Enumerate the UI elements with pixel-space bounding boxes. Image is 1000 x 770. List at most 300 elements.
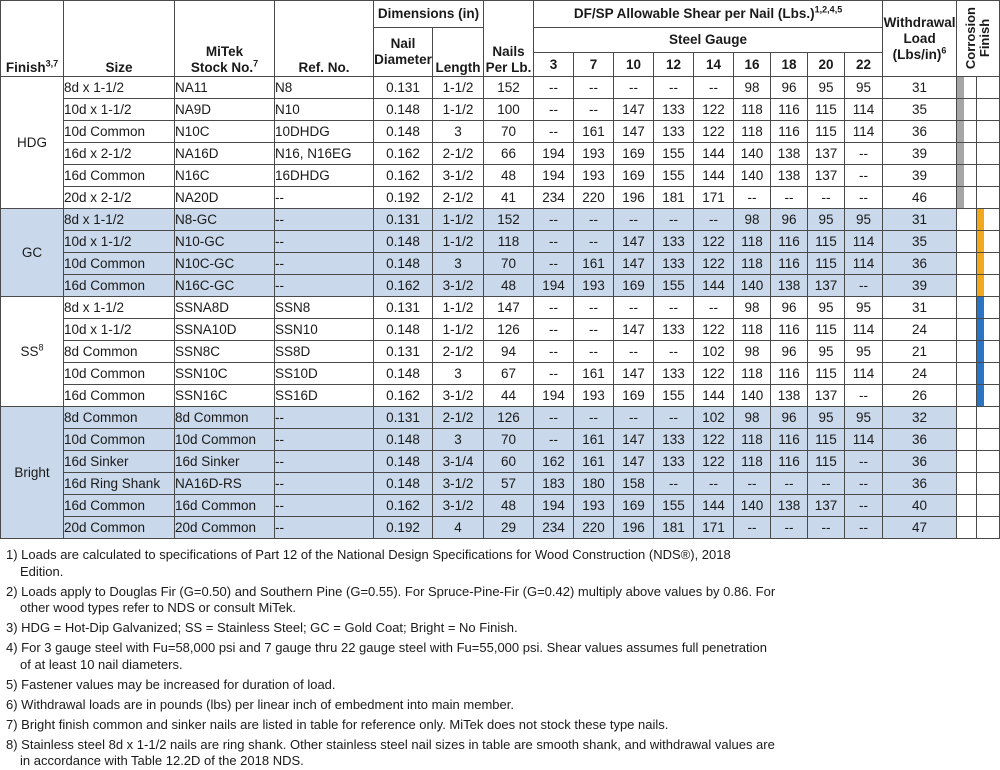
length-cell: 3-1/2 (433, 275, 484, 297)
shear-gauge-22-cell: -- (845, 517, 883, 539)
corrosion-col-2 (977, 275, 1000, 297)
table-row (1, 231, 1000, 253)
shear-gauge-22-cell: 95 (845, 407, 883, 429)
shear-gauge-3-cell: 194 (534, 165, 574, 187)
shear-gauge-10-cell: -- (614, 297, 654, 319)
withdrawal-cell: 36 (883, 473, 957, 495)
stock-no-cell: N8-GC (175, 209, 275, 231)
length-cell: 3-1/2 (433, 385, 484, 407)
length-cell: 3 (433, 253, 484, 275)
corrosion-finish-indicator (977, 297, 984, 318)
shear-gauge-14-cell: 102 (694, 341, 734, 363)
size-cell: 16d Ring Shank (64, 473, 175, 495)
diameter-cell: 0.148 (374, 253, 433, 275)
shear-gauge-10-cell: 169 (614, 495, 654, 517)
shear-gauge-7-cell: 220 (574, 517, 614, 539)
shear-gauge-3-cell: 183 (534, 473, 574, 495)
withdrawal-cell: 35 (883, 99, 957, 121)
ref-no-cell: -- (275, 451, 374, 473)
shear-gauge-18-cell: 116 (771, 363, 808, 385)
nails-per-lb-cell: 152 (484, 209, 534, 231)
finish-cell (1, 77, 64, 209)
shear-gauge-22-cell: 114 (845, 253, 883, 275)
ref-no-cell: N16, N16EG (275, 143, 374, 165)
shear-gauge-3-cell: -- (534, 341, 574, 363)
nails-per-lb-cell: 41 (484, 187, 534, 209)
corrosion-col-1 (957, 319, 977, 341)
corrosion-finish-indicator (957, 99, 964, 120)
gauge-20-header: 20 (808, 53, 845, 77)
corrosion-col-1 (957, 385, 977, 407)
gauge-10-header: 10 (614, 53, 654, 77)
shear-gauge-22-cell: -- (845, 385, 883, 407)
nails-per-lb-cell: 60 (484, 451, 534, 473)
shear-gauge-16-cell: 98 (734, 209, 771, 231)
shear-gauge-10-cell: 158 (614, 473, 654, 495)
diameter-cell: 0.131 (374, 297, 433, 319)
header-ref-no: Ref. No. (275, 1, 374, 77)
shear-gauge-22-cell: -- (845, 495, 883, 517)
shear-gauge-14-cell: 122 (694, 121, 734, 143)
length-cell: 1-1/2 (433, 231, 484, 253)
shear-gauge-20-cell: 95 (808, 341, 845, 363)
ref-no-cell: N8 (275, 77, 374, 99)
diameter-cell: 0.192 (374, 187, 433, 209)
nails-per-lb-cell: 70 (484, 429, 534, 451)
table-row (1, 517, 1000, 539)
corrosion-finish-indicator (977, 385, 984, 406)
diameter-cell: 0.162 (374, 495, 433, 517)
corrosion-col-1 (957, 99, 977, 121)
footnotes (6, 547, 776, 770)
nails-per-lb-cell: 126 (484, 407, 534, 429)
shear-gauge-10-cell: 147 (614, 319, 654, 341)
stock-no-cell: N16C-GC (175, 275, 275, 297)
stock-no-cell: SSN16C (175, 385, 275, 407)
corrosion-finish-indicator (957, 143, 964, 164)
shear-gauge-7-cell: -- (574, 231, 614, 253)
shear-gauge-10-cell: 169 (614, 385, 654, 407)
size-cell: 20d Common (64, 517, 175, 539)
ref-no-cell: -- (275, 407, 374, 429)
shear-gauge-20-cell: -- (808, 187, 845, 209)
stock-no-cell: NA20D (175, 187, 275, 209)
size-cell: 10d Common (64, 429, 175, 451)
length-cell: 1-1/2 (433, 209, 484, 231)
corrosion-finish-indicator (957, 121, 964, 142)
shear-gauge-12-cell: 133 (654, 231, 694, 253)
size-cell: 8d x 1-1/2 (64, 297, 175, 319)
table-row (1, 429, 1000, 451)
shear-gauge-16-cell: 140 (734, 495, 771, 517)
length-cell: 3 (433, 363, 484, 385)
table-row (1, 77, 1000, 99)
corrosion-finish-indicator (977, 363, 984, 384)
shear-gauge-20-cell: 115 (808, 429, 845, 451)
shear-gauge-18-cell: 96 (771, 209, 808, 231)
shear-gauge-10-cell: 196 (614, 187, 654, 209)
gauge-16-header: 16 (734, 53, 771, 77)
length-cell: 3 (433, 121, 484, 143)
corrosion-col-2 (977, 451, 1000, 473)
shear-gauge-12-cell: -- (654, 77, 694, 99)
shear-gauge-10-cell: 147 (614, 121, 654, 143)
length-cell: 3-1/2 (433, 495, 484, 517)
size-cell: 16d x 2-1/2 (64, 143, 175, 165)
nails-per-lb-cell: 100 (484, 99, 534, 121)
header-nail-diameter: Nail Diameter (374, 28, 433, 77)
stock-no-cell: 16d Sinker (175, 451, 275, 473)
corrosion-col-2 (977, 429, 1000, 451)
shear-gauge-10-cell: 169 (614, 275, 654, 297)
shear-gauge-20-cell: 95 (808, 209, 845, 231)
shear-gauge-3-cell: -- (534, 77, 574, 99)
shear-gauge-14-cell: 144 (694, 495, 734, 517)
shear-gauge-7-cell: 161 (574, 429, 614, 451)
length-cell: 1-1/2 (433, 297, 484, 319)
corrosion-finish-indicator (977, 231, 984, 252)
table-row (1, 209, 1000, 231)
shear-gauge-16-cell: -- (734, 517, 771, 539)
nails-per-lb-cell: 118 (484, 231, 534, 253)
shear-gauge-12-cell: 133 (654, 253, 694, 275)
shear-gauge-3-cell: -- (534, 319, 574, 341)
size-cell: 16d Sinker (64, 451, 175, 473)
corrosion-col-1 (957, 165, 977, 187)
length-cell: 3-1/2 (433, 473, 484, 495)
length-cell: 2-1/2 (433, 187, 484, 209)
shear-gauge-3-cell: 194 (534, 385, 574, 407)
corrosion-col-2 (977, 363, 1000, 385)
shear-gauge-3-cell: 194 (534, 495, 574, 517)
stock-no-cell: NA9D (175, 99, 275, 121)
table-row (1, 495, 1000, 517)
shear-gauge-7-cell: -- (574, 209, 614, 231)
corrosion-finish-indicator (957, 187, 964, 208)
withdrawal-cell: 32 (883, 407, 957, 429)
shear-gauge-12-cell: 155 (654, 143, 694, 165)
shear-gauge-22-cell: 95 (845, 297, 883, 319)
withdrawal-cell: 31 (883, 209, 957, 231)
nails-per-lb-cell: 70 (484, 121, 534, 143)
shear-gauge-16-cell: -- (734, 187, 771, 209)
shear-gauge-20-cell: 115 (808, 451, 845, 473)
corrosion-col-2 (977, 231, 1000, 253)
shear-gauge-22-cell: 114 (845, 363, 883, 385)
gauge-12-header: 12 (654, 53, 694, 77)
shear-gauge-18-cell: 96 (771, 407, 808, 429)
shear-gauge-20-cell: 95 (808, 407, 845, 429)
shear-gauge-12-cell: 155 (654, 165, 694, 187)
table-row (1, 121, 1000, 143)
shear-gauge-12-cell: 133 (654, 363, 694, 385)
shear-gauge-7-cell: 193 (574, 385, 614, 407)
nails-per-lb-cell: 29 (484, 517, 534, 539)
table-body (1, 77, 1000, 539)
diameter-cell: 0.148 (374, 99, 433, 121)
shear-gauge-18-cell: 116 (771, 99, 808, 121)
shear-gauge-20-cell: 95 (808, 77, 845, 99)
footnote: 2) Loads apply to Douglas Fir (G=0.50) and Southern Pine (G=0.55). For Spruce-Pine-Fir (G=0.42) multiply above values by 0.86. For other wood types refer to NDS or consult MiTek. (6, 583, 776, 615)
corrosion-col-2 (977, 77, 1000, 99)
size-cell: 20d x 2-1/2 (64, 187, 175, 209)
gauge-14-header: 14 (694, 53, 734, 77)
stock-no-cell: SSN10C (175, 363, 275, 385)
shear-gauge-18-cell: -- (771, 187, 808, 209)
shear-gauge-16-cell: 118 (734, 429, 771, 451)
shear-gauge-20-cell: 115 (808, 121, 845, 143)
shear-gauge-14-cell: 122 (694, 99, 734, 121)
shear-gauge-16-cell: 98 (734, 341, 771, 363)
shear-gauge-3-cell: -- (534, 121, 574, 143)
corrosion-col-2 (977, 121, 1000, 143)
shear-gauge-22-cell: -- (845, 473, 883, 495)
header-steel-gauge: Steel Gauge (534, 28, 883, 53)
shear-gauge-3-cell: -- (534, 407, 574, 429)
stock-no-cell: NA16D-RS (175, 473, 275, 495)
shear-gauge-22-cell: 114 (845, 429, 883, 451)
stock-no-cell: 20d Common (175, 517, 275, 539)
shear-gauge-12-cell: 181 (654, 517, 694, 539)
withdrawal-cell: 39 (883, 143, 957, 165)
footnote: 7) Bright finish common and sinker nails are listed in table for reference only. MiTek does not stock these type nails. (6, 716, 669, 732)
shear-gauge-18-cell: 96 (771, 77, 808, 99)
ref-no-cell: N10 (275, 99, 374, 121)
shear-gauge-7-cell: 220 (574, 187, 614, 209)
shear-gauge-18-cell: 138 (771, 275, 808, 297)
nails-per-lb-cell: 70 (484, 253, 534, 275)
shear-gauge-18-cell: 116 (771, 231, 808, 253)
size-cell: 10d Common (64, 363, 175, 385)
shear-gauge-20-cell: -- (808, 473, 845, 495)
finish-label: HDG (17, 134, 47, 150)
shear-gauge-18-cell: 116 (771, 451, 808, 473)
length-cell: 3 (433, 429, 484, 451)
shear-gauge-3-cell: 234 (534, 517, 574, 539)
size-cell: 16d Common (64, 495, 175, 517)
corrosion-col-2 (977, 143, 1000, 165)
table-row (1, 187, 1000, 209)
ref-no-cell: -- (275, 231, 374, 253)
shear-gauge-10-cell: -- (614, 209, 654, 231)
diameter-cell: 0.148 (374, 451, 433, 473)
stock-no-cell: N10-GC (175, 231, 275, 253)
stock-no-cell: N10C (175, 121, 275, 143)
corrosion-col-1 (957, 253, 977, 275)
footnote: 6) Withdrawal loads are in pounds (lbs) per linear inch of embedment into main member. (6, 696, 514, 712)
shear-gauge-16-cell: 140 (734, 165, 771, 187)
nails-per-lb-cell: 48 (484, 275, 534, 297)
shear-gauge-16-cell: 118 (734, 99, 771, 121)
corrosion-finish-indicator (977, 341, 984, 362)
table-row (1, 451, 1000, 473)
shear-gauge-14-cell: 122 (694, 319, 734, 341)
ref-no-cell: 16DHDG (275, 165, 374, 187)
shear-gauge-7-cell: -- (574, 297, 614, 319)
stock-no-cell: SSN8C (175, 341, 275, 363)
corrosion-finish-indicator (957, 165, 964, 186)
footnote: 4) For 3 gauge steel with Fu=58,000 psi and 7 gauge thru 22 gauge steel with Fu=55,000 psi. Shear values assumes full penetration of at least 10 nail diameters. (6, 640, 767, 672)
stock-no-cell: SSNA8D (175, 297, 275, 319)
shear-gauge-18-cell: 96 (771, 341, 808, 363)
nails-per-lb-cell: 57 (484, 473, 534, 495)
length-cell: 3-1/4 (433, 451, 484, 473)
corrosion-col-1 (957, 121, 977, 143)
shear-gauge-10-cell: 147 (614, 451, 654, 473)
nails-per-lb-cell: 94 (484, 341, 534, 363)
shear-gauge-22-cell: -- (845, 451, 883, 473)
shear-gauge-22-cell: 95 (845, 77, 883, 99)
diameter-cell: 0.148 (374, 231, 433, 253)
corrosion-col-2 (977, 297, 1000, 319)
withdrawal-cell: 24 (883, 319, 957, 341)
shear-gauge-16-cell: 98 (734, 407, 771, 429)
shear-gauge-16-cell: -- (734, 473, 771, 495)
shear-gauge-18-cell: 116 (771, 253, 808, 275)
shear-gauge-10-cell: 169 (614, 143, 654, 165)
shear-gauge-16-cell: 140 (734, 385, 771, 407)
ref-no-cell: SSN10 (275, 319, 374, 341)
header-withdrawal-load: Withdrawal Load $(Lbs/in)^6$ (883, 1, 957, 77)
header-finish: Finish$^{3,7}$ (1, 1, 64, 77)
corrosion-col-1 (957, 231, 977, 253)
shear-gauge-12-cell: -- (654, 297, 694, 319)
withdrawal-cell: 36 (883, 451, 957, 473)
shear-gauge-10-cell: -- (614, 341, 654, 363)
shear-gauge-16-cell: 98 (734, 297, 771, 319)
shear-gauge-3-cell: 194 (534, 275, 574, 297)
shear-gauge-7-cell: 161 (574, 363, 614, 385)
corrosion-col-2 (977, 99, 1000, 121)
finish-label: Bright (14, 464, 50, 480)
shear-gauge-20-cell: 137 (808, 385, 845, 407)
nails-per-lb-cell: 48 (484, 495, 534, 517)
header-size: Size (64, 1, 175, 77)
corrosion-col-1 (957, 363, 977, 385)
shear-gauge-18-cell: 116 (771, 121, 808, 143)
shear-gauge-14-cell: 144 (694, 143, 734, 165)
footnote: 5) Fastener values may be increased for duration of load. (6, 676, 336, 692)
shear-gauge-14-cell: 171 (694, 517, 734, 539)
finish-cell (1, 407, 64, 539)
gauge-22-header: 22 (845, 53, 883, 77)
footnote: 1) Loads are calculated to specifications of Part 12 of the National Design Specifications for Wood Construction (NDS®), 2018 Edition. (6, 547, 731, 579)
length-cell: 1-1/2 (433, 319, 484, 341)
shear-gauge-14-cell: 102 (694, 407, 734, 429)
shear-gauge-12-cell: 133 (654, 429, 694, 451)
stock-no-cell: 8d Common (175, 407, 275, 429)
shear-gauge-14-cell: 122 (694, 363, 734, 385)
diameter-cell: 0.148 (374, 319, 433, 341)
ref-no-cell: -- (275, 517, 374, 539)
shear-gauge-12-cell: 155 (654, 275, 694, 297)
shear-gauge-16-cell: 140 (734, 143, 771, 165)
shear-gauge-20-cell: 137 (808, 495, 845, 517)
shear-gauge-20-cell: 115 (808, 363, 845, 385)
table-row (1, 143, 1000, 165)
finish-footnote-ref: 8 (38, 342, 44, 352)
table-row (1, 165, 1000, 187)
ref-no-cell: 10DHDG (275, 121, 374, 143)
table-row (1, 363, 1000, 385)
shear-gauge-22-cell: 95 (845, 341, 883, 363)
shear-gauge-3-cell: -- (534, 209, 574, 231)
shear-gauge-18-cell: -- (771, 473, 808, 495)
size-cell: 8d x 1-1/2 (64, 77, 175, 99)
shear-gauge-7-cell: -- (574, 99, 614, 121)
size-cell: 10d Common (64, 253, 175, 275)
shear-gauge-3-cell: 234 (534, 187, 574, 209)
nails-per-lb-cell: 44 (484, 385, 534, 407)
corrosion-col-2 (977, 319, 1000, 341)
stock-no-cell: NA11 (175, 77, 275, 99)
ref-no-cell: -- (275, 495, 374, 517)
nails-per-lb-cell: 152 (484, 77, 534, 99)
shear-gauge-10-cell: 147 (614, 99, 654, 121)
stock-no-cell: 10d Common (175, 429, 275, 451)
corrosion-col-1 (957, 209, 977, 231)
corrosion-col-1 (957, 517, 977, 539)
diameter-cell: 0.162 (374, 385, 433, 407)
corrosion-col-2 (977, 407, 1000, 429)
table-header (1, 1, 1000, 77)
shear-gauge-3-cell: 194 (534, 143, 574, 165)
size-cell: 16d Common (64, 275, 175, 297)
shear-gauge-20-cell: 137 (808, 143, 845, 165)
diameter-cell: 0.148 (374, 363, 433, 385)
corrosion-col-1 (957, 187, 977, 209)
stock-no-cell: N16C (175, 165, 275, 187)
shear-gauge-7-cell: 193 (574, 165, 614, 187)
withdrawal-cell: 24 (883, 363, 957, 385)
corrosion-col-1 (957, 143, 977, 165)
shear-gauge-18-cell: 96 (771, 297, 808, 319)
shear-gauge-16-cell: 118 (734, 451, 771, 473)
shear-gauge-10-cell: 147 (614, 429, 654, 451)
shear-gauge-3-cell: -- (534, 429, 574, 451)
header-stock-no: MiTek Stock No.$^7$ (175, 1, 275, 77)
size-cell: 10d x 1-1/2 (64, 231, 175, 253)
nails-per-lb-cell: 66 (484, 143, 534, 165)
shear-gauge-18-cell: -- (771, 517, 808, 539)
shear-gauge-20-cell: 137 (808, 275, 845, 297)
shear-gauge-20-cell: 115 (808, 231, 845, 253)
diameter-cell: 0.131 (374, 407, 433, 429)
shear-gauge-14-cell: 144 (694, 385, 734, 407)
stock-no-cell: NA16D (175, 143, 275, 165)
ref-no-cell: SSN8 (275, 297, 374, 319)
shear-gauge-20-cell: 115 (808, 253, 845, 275)
nails-per-lb-cell: 67 (484, 363, 534, 385)
ref-no-cell: -- (275, 275, 374, 297)
shear-gauge-16-cell: 118 (734, 253, 771, 275)
withdrawal-cell: 31 (883, 77, 957, 99)
shear-gauge-7-cell: 161 (574, 121, 614, 143)
corrosion-col-1 (957, 429, 977, 451)
withdrawal-cell: 36 (883, 253, 957, 275)
shear-gauge-22-cell: -- (845, 187, 883, 209)
shear-gauge-10-cell: 196 (614, 517, 654, 539)
ref-no-cell: -- (275, 253, 374, 275)
shear-gauge-12-cell: 155 (654, 495, 694, 517)
length-cell: 2-1/2 (433, 341, 484, 363)
corrosion-col-2 (977, 341, 1000, 363)
length-cell: 4 (433, 517, 484, 539)
diameter-cell: 0.131 (374, 341, 433, 363)
shear-gauge-14-cell: -- (694, 297, 734, 319)
shear-gauge-3-cell: -- (534, 297, 574, 319)
length-cell: 3-1/2 (433, 165, 484, 187)
